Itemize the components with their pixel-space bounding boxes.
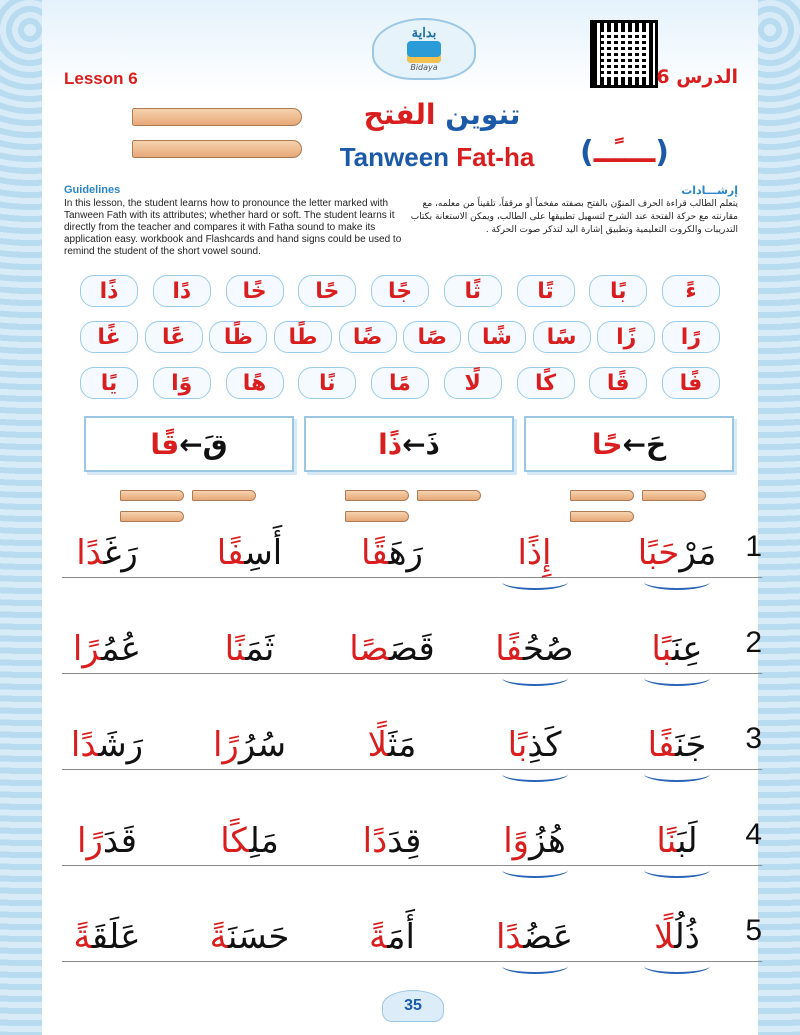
word-list (62, 530, 722, 576)
lesson-title-en (292, 142, 582, 173)
guidelines-heading-en: Guidelines (64, 184, 121, 196)
practice-word (347, 626, 437, 672)
letter-card: لًا (444, 367, 502, 399)
word-stem: لَبَ (677, 821, 698, 861)
practice-word (62, 914, 152, 960)
bidaya-logo (372, 18, 476, 80)
letter-row (80, 321, 720, 353)
practice-row (62, 626, 762, 722)
comparison-to: قًا (150, 427, 180, 461)
letter-card: نًا (298, 367, 356, 399)
comparison-box (84, 416, 294, 472)
practice-word (347, 914, 437, 960)
practice-word (347, 530, 437, 576)
letter-card: سًا (533, 321, 591, 353)
letter-card: وًا (153, 367, 211, 399)
word-tanween-ending: ةً (209, 917, 228, 957)
word-stem: ثَمَ (245, 629, 275, 669)
word-list (62, 722, 722, 768)
word-tanween-ending: بًا (507, 725, 528, 765)
word-stem: مَثَ (387, 725, 417, 765)
practice-word (62, 530, 152, 576)
logo-text: بداية (411, 26, 437, 41)
letter-grid (80, 275, 720, 413)
title-ar-word1: تنوين (445, 98, 521, 131)
word-tanween-ending: بًا (651, 629, 673, 669)
syllable-arc (502, 862, 568, 878)
practice-rows (62, 530, 762, 1010)
letter-card: تًا (517, 275, 575, 307)
word-stem: ذُلُ (674, 917, 700, 957)
word-stem: عَضُ (523, 917, 574, 957)
guidelines-heading-ar: إرشـــادات (681, 184, 738, 197)
letter-card: ءً (662, 275, 720, 307)
letter-card: طًا (274, 321, 332, 353)
letter-card: رًا (662, 321, 720, 353)
letter-card: يًا (80, 367, 138, 399)
practice-word (62, 722, 152, 768)
word-tanween-ending: ةً (369, 917, 388, 957)
hand-icon (417, 490, 481, 501)
letter-card: مًا (371, 367, 429, 399)
hand-icon (192, 490, 256, 501)
letter-card: خًا (226, 275, 284, 307)
word-tanween-ending: دًا (70, 725, 99, 765)
hand-icon (642, 490, 706, 501)
row-number: 4 (745, 818, 762, 851)
comparison-arrow: ← (402, 427, 426, 461)
hand-icon (345, 490, 409, 501)
word-stem: أَسِ (244, 533, 283, 573)
practice-word (632, 530, 722, 576)
word-tanween-ending: فًا (495, 629, 523, 669)
syllable-arc (644, 670, 710, 686)
comparison-to: حًا (591, 427, 623, 461)
practice-word (632, 722, 722, 768)
title-en-word2: Fat-ha (456, 142, 535, 172)
logo-subtitle: Bidaya (410, 63, 438, 72)
word-stem: قَدَ (102, 821, 137, 861)
syllable-arc (644, 862, 710, 878)
hand-sign-group (570, 490, 720, 532)
word-list (62, 818, 722, 864)
practice-word (347, 722, 437, 768)
hand-sign-group (345, 490, 495, 532)
letter-card: غًا (80, 321, 138, 353)
hand-icon (120, 511, 184, 522)
practice-word (490, 818, 580, 864)
word-list (62, 626, 722, 672)
letter-card: ثًا (444, 275, 502, 307)
practice-word (347, 818, 437, 864)
word-tanween-ending: نًا (656, 821, 677, 861)
practice-row (62, 818, 762, 914)
title-en-word1: Tanween (339, 142, 450, 172)
hand-icon (570, 490, 634, 501)
hand-sign-group (120, 490, 270, 532)
lesson-label-en: Lesson 6 (64, 69, 138, 88)
row-number: 3 (745, 722, 762, 755)
symbol-close-paren: ) (655, 135, 669, 170)
book-icon (407, 41, 441, 63)
worksheet-page (42, 0, 762, 1035)
symbol-mark: ــــًــ (593, 135, 656, 170)
hand-signs-row (120, 490, 720, 532)
letter-card: فًا (662, 367, 720, 399)
syllable-arc (502, 766, 568, 782)
practice-word (205, 818, 295, 864)
word-stem: حَسَنَ (227, 917, 290, 957)
symbol-open-paren: ( (580, 135, 594, 170)
word-stem: مَلِ (249, 821, 279, 861)
comparison-box (304, 416, 514, 472)
practice-word (632, 818, 722, 864)
comparison-box (524, 416, 734, 472)
practice-word (62, 818, 152, 864)
row-number: 2 (745, 626, 762, 659)
word-tanween-ending: دًا (362, 821, 388, 861)
qr-code[interactable] (590, 20, 658, 88)
letter-card: جًا (371, 275, 429, 307)
guidelines-text-ar: يتعلم الطالب قراءة الحرف المنوّن بالفتح بصفته مفخماً أو مرققاً، تلقيناً من معلمه، مع مقارنته مع حركة الفتحة عند الشرح لتسهيل تطبيقها على الطالب، ويمكن الاستعانة بكتاب التدريبات والكروت التعليمية وتطبيق إشارة اليد لتذكر صوت الحركة . (410, 199, 738, 235)
comparison-arrow: ← (179, 427, 203, 461)
letter-card: عًا (145, 321, 203, 353)
letter-row (80, 367, 720, 399)
lesson-label-ar: الدرس 6 (656, 66, 738, 88)
practice-word (632, 914, 722, 960)
page-number: 35 (382, 990, 444, 1022)
syllable-arc (644, 766, 710, 782)
syllable-arc (644, 958, 710, 974)
lesson-title-ar (322, 98, 562, 131)
comparison-from: قَ (202, 427, 228, 461)
word-stem: مَرْ (679, 533, 717, 573)
hand-sign-illustration (132, 108, 302, 172)
comparison-to: ذًا (378, 427, 403, 461)
word-tanween-ending: كًا (220, 821, 250, 861)
practice-word (205, 530, 295, 576)
syllable-arc (502, 574, 568, 590)
word-tanween-ending: فًا (647, 725, 676, 765)
letter-card: حًا (298, 275, 356, 307)
syllable-arc (644, 574, 710, 590)
practice-word (490, 626, 580, 672)
word-stem: قَصَ (389, 629, 435, 669)
letter-card: قًا (589, 367, 647, 399)
word-tanween-ending: دًا (76, 533, 104, 573)
practice-word (62, 626, 152, 672)
hand-icon (120, 490, 184, 501)
letter-card: ظًا (209, 321, 267, 353)
word-tanween-ending: لًا (654, 917, 675, 957)
word-stem: جَنَ (675, 725, 707, 765)
word-tanween-ending: قًا (361, 533, 389, 573)
practice-word (205, 722, 295, 768)
word-stem: صُحُ (522, 629, 574, 669)
word-list (62, 914, 722, 960)
letter-card: ذًا (80, 275, 138, 307)
practice-word (490, 914, 580, 960)
comparison-from: حَ (646, 427, 667, 461)
word-stem: كَذِ (527, 725, 562, 765)
letter-card: ضًا (339, 321, 397, 353)
letter-row (80, 275, 720, 307)
practice-word (205, 626, 295, 672)
syllable-arc (502, 670, 568, 686)
word-stem: رَهَ (388, 533, 423, 573)
word-tanween-ending: لًا (367, 725, 388, 765)
practice-word (490, 722, 580, 768)
hand-icon (132, 140, 302, 158)
word-tanween-ending: رًا (77, 821, 103, 861)
word-stem: عَلَقَ (91, 917, 141, 957)
word-stem: أَمَ (387, 917, 415, 957)
word-stem: سُرُ (238, 725, 287, 765)
syllable-arc (502, 958, 568, 974)
word-tanween-ending: ةً (73, 917, 92, 957)
letter-card: هًا (226, 367, 284, 399)
word-tanween-ending: وًا (503, 821, 530, 861)
word-tanween-ending: دًا (495, 917, 524, 957)
word-tanween-ending: فًا (216, 533, 245, 573)
word-tanween-ending: حَبًا (637, 533, 680, 573)
practice-row (62, 722, 762, 818)
practice-word (490, 530, 580, 576)
letter-card: شًا (468, 321, 526, 353)
word-tanween-ending: صًا (349, 629, 390, 669)
word-tanween-ending: رًا (212, 725, 239, 765)
letter-card: دًا (153, 275, 211, 307)
letter-card: بًا (589, 275, 647, 307)
word-stem: عِنَ (672, 629, 703, 669)
word-tanween-ending: إِذًا (517, 533, 552, 573)
practice-word (632, 626, 722, 672)
hand-icon (570, 511, 634, 522)
word-tanween-ending: نًا (224, 629, 246, 669)
tanween-symbol (580, 135, 669, 170)
word-tanween-ending: رًا (72, 629, 102, 669)
title-ar-word2: الفتح (363, 98, 436, 131)
letter-card: صًا (403, 321, 461, 353)
comparison-arrow: ← (622, 427, 646, 461)
letter-card: زًا (597, 321, 655, 353)
hand-icon (345, 511, 409, 522)
word-stem: رَغَ (103, 533, 138, 573)
guidelines-text-en: In this lesson, the student learns how to pronounce the letter marked with Tanween Fath with its attributes; whether hard or soft. The student learns it directly from the teacher and compares it with Fatha sound to make its application easy. workbook and Flashcards and hand signs could be used to remind the student of the short vowel sound. (64, 198, 402, 257)
word-stem: عُمُ (101, 629, 142, 669)
word-stem: قِدَ (387, 821, 422, 861)
comparison-from: ذَ (425, 427, 440, 461)
comparison-boxes (84, 416, 734, 472)
practice-word (205, 914, 295, 960)
row-number: 1 (745, 530, 762, 563)
hand-icon (132, 108, 302, 126)
row-number: 5 (745, 914, 762, 947)
word-stem: هُزُ (529, 821, 566, 861)
practice-row (62, 530, 762, 626)
letter-card: كًا (517, 367, 575, 399)
word-stem: رَشَ (98, 725, 144, 765)
